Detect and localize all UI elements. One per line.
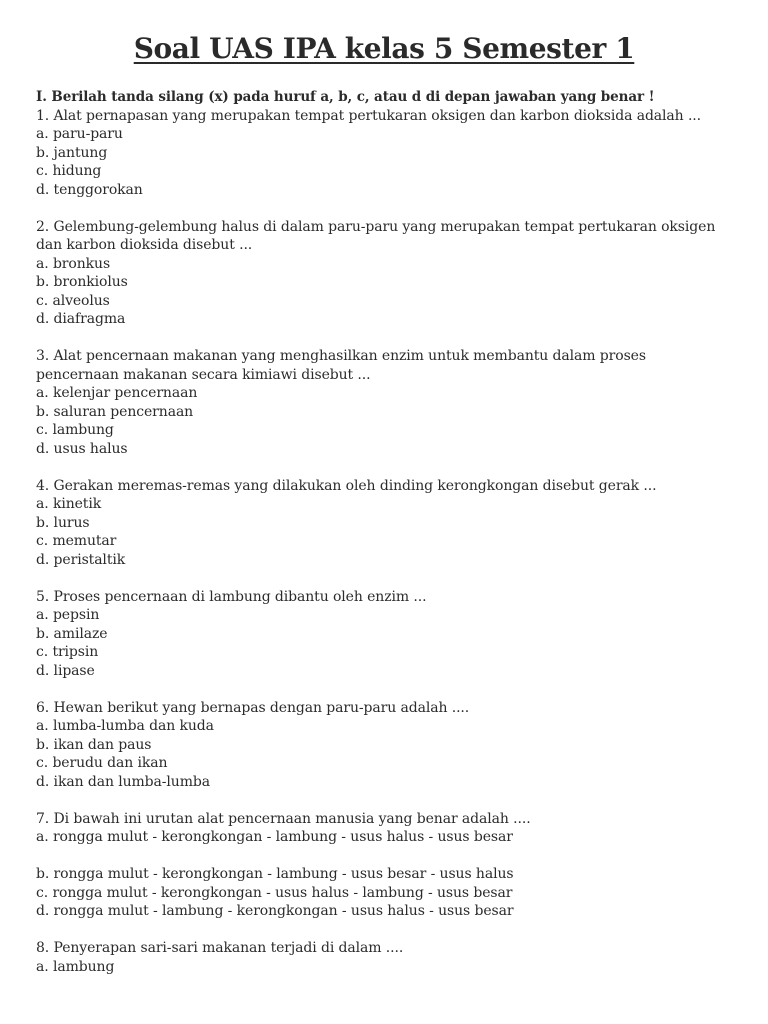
answer-option: c. rongga mulut - kerongkongan - usus halus - lambung - usus besar: [36, 884, 513, 901]
page-title: Soal UAS IPA kelas 5 Semester 1: [133, 32, 635, 65]
question-text: 4. Gerakan meremas-remas yang dilakukan oleh dinding kerongkongan disebut gerak ...: [36, 477, 657, 494]
question-spacer: [36, 199, 736, 218]
instruction-text: I. Berilah tanda silang (x) pada huruf a, b, c, atau d di depan jawaban yang benar !: [36, 89, 655, 105]
answer-option: a. paru-paru: [36, 126, 123, 142]
questions-container: [36, 107, 736, 977]
question-list: [36, 88, 736, 976]
question-block-3: [36, 347, 736, 458]
answer-option: a. lumba-lumba dan kuda: [36, 718, 214, 734]
question-block-6: [36, 699, 736, 792]
answer-option: a. bronkus: [36, 255, 111, 272]
question-spacer: [36, 921, 736, 940]
answer-option: d. lipase: [36, 662, 95, 679]
question-spacer: [36, 569, 736, 588]
question-block-2: [36, 218, 736, 329]
answer-option: a. lambung: [36, 958, 115, 975]
question-block-4: [36, 477, 736, 570]
option-spacer: [36, 847, 736, 866]
answer-option: c. alveolus: [36, 292, 110, 309]
answer-option: b. bronkiolus: [36, 274, 128, 290]
question-text: dan karbon dioksida disebut ...: [36, 237, 253, 253]
answer-option: b. amilaze: [36, 625, 108, 642]
question-spacer: [36, 791, 736, 810]
answer-option: b. lurus: [36, 514, 90, 531]
question-text: 2. Gelembung-gelembung halus di dalam paru-paru yang merupakan tempat pertukaran oksigen: [36, 218, 716, 235]
question-spacer: [36, 458, 736, 477]
answer-option: b. saluran pencernaan: [36, 403, 194, 420]
answer-option: d. ikan dan lumba-lumba: [36, 773, 210, 790]
question-text: pencernaan makanan secara kimiawi disebut ...: [36, 366, 371, 383]
answer-option: a. kelenjar pencernaan: [36, 385, 198, 401]
answer-option: d. tenggorokan: [36, 181, 143, 198]
answer-option: d. usus halus: [36, 440, 128, 457]
question-text: 6. Hewan berikut yang bernapas dengan paru-paru adalah ....: [36, 699, 470, 716]
question-spacer: [36, 680, 736, 699]
question-text: 3. Alat pencernaan makanan yang menghasilkan enzim untuk membantu dalam proses: [36, 348, 646, 364]
question-block-1: [36, 107, 736, 200]
question-text: 7. Di bawah ini urutan alat pencernaan manusia yang benar adalah ....: [36, 810, 531, 827]
question-block-8: [36, 939, 736, 976]
question-block-5: [36, 588, 736, 681]
answer-option: c. berudu dan ikan: [36, 755, 168, 771]
answer-option: c. hidung: [36, 163, 102, 179]
answer-option: a. rongga mulut - kerongkongan - lambung - usus halus - usus besar: [36, 829, 513, 845]
answer-option: d. diafragma: [36, 311, 126, 327]
answer-option: a. pepsin: [36, 607, 100, 623]
question-block-7: [36, 810, 736, 921]
answer-option: d. rongga mulut - lambung - kerongkongan - usus halus - usus besar: [36, 903, 514, 919]
question-text: 5. Proses pencernaan di lambung dibantu oleh enzim ...: [36, 588, 427, 605]
answer-option: c. memutar: [36, 533, 117, 549]
answer-option: a. kinetik: [36, 496, 102, 512]
answer-option: b. jantung: [36, 144, 108, 161]
answer-option: d. peristaltik: [36, 551, 126, 568]
question-spacer: [36, 329, 736, 348]
answer-option: b. rongga mulut - kerongkongan - lambung - usus besar - usus halus: [36, 866, 514, 882]
answer-option: b. ikan dan paus: [36, 736, 152, 753]
question-text: 1. Alat pernapasan yang merupakan tempat pertukaran oksigen dan karbon dioksida adalah ...: [36, 107, 701, 124]
answer-option: c. tripsin: [36, 644, 99, 660]
answer-option: c. lambung: [36, 422, 114, 438]
question-text: 8. Penyerapan sari-sari makanan terjadi di dalam ....: [36, 940, 404, 956]
